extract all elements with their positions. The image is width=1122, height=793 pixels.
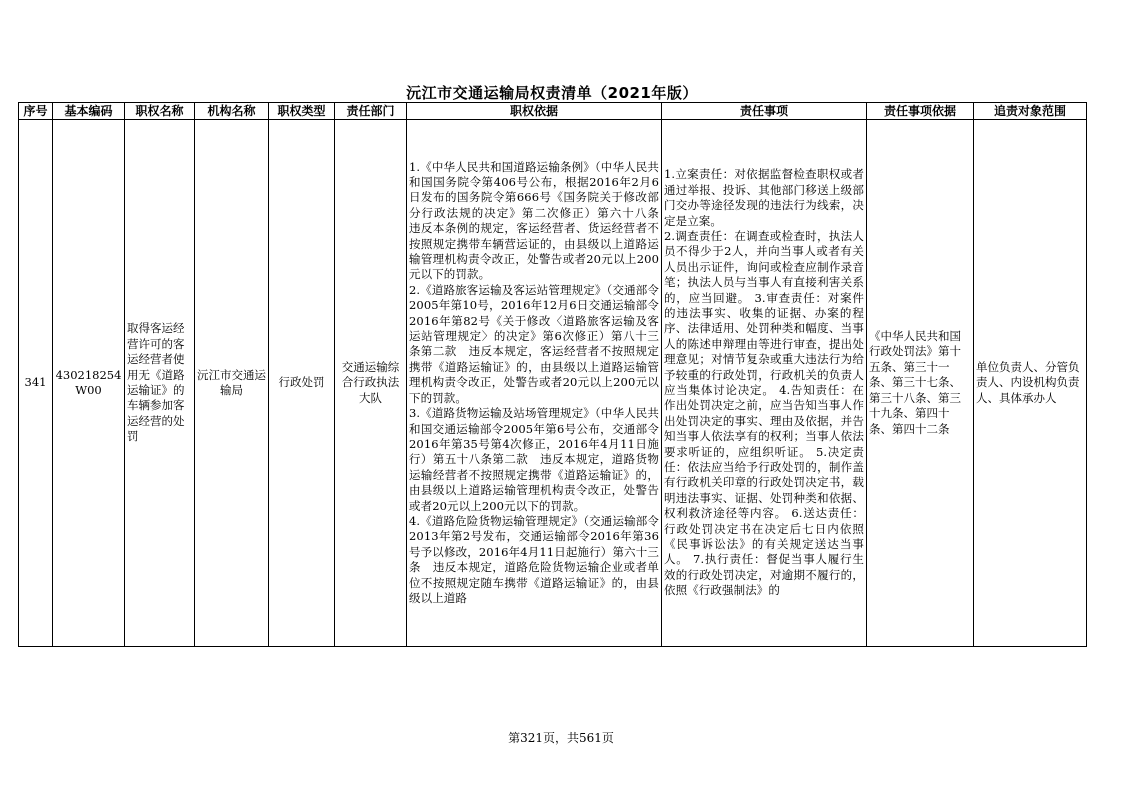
power-table bbox=[18, 102, 1087, 647]
header-org-name: 机构名称 bbox=[195, 103, 269, 120]
cell-power-type: 行政处罚 bbox=[269, 120, 335, 647]
basis-text: 1.《中华人民共和国道路运输条例》（中华人民共和国国务院令第406号公布，根据2016年2月6日发布的国务院令第666号《国务院关于修改部分行政法规的决定》第二次修正）第六十八条 违反本条例的规定，客运经营者、货运经营者不按照规定携带车辆营运证的，由县级以上道路运输管理机构责令改正，处警告或者20元以上200元以下的罚款。 2.《道路旅客运输及客运站管理规定》（交通部令2005年第10号，2016年12月6日交通运输部令2016年第82号《关于修改〈道路旅客运输及客运站管理规定〉的决定》第6次修正）第八十三条第二款 违反本规定，客运经营者不按照规定携带《道路运输证》的，由县级以上道路运输管理机构责令改正，处警告或者20元以上200元以下的罚款。 3.《道路货物运输及站场管理规定》（中华人民共和国交通运输部令2005年第6号公布，交通部令2016年第35号第4次修正，2016年4月11日施行）第五十八条第二款 违反本规定，道路货物运输经营者不按照规定携带《道路运输证》的，由县级以上道路运输管理机构责令改正，处警告或者20元以上200元以下的罚款。 4.《道路危险货物运输管理规定》（交通运输部令2013年第2号发布，交通运输部令2016年第36号予以修改，2016年4月11日起施行）第六十三条 违反本规定，道路危险货物运输企业或者单位不按照规定随车携带《道路运输证》的，由县级以上道路 bbox=[409, 159, 659, 605]
table-row bbox=[19, 120, 1087, 647]
header-accountability: 追责对象范围 bbox=[974, 103, 1087, 120]
header-seq: 序号 bbox=[19, 103, 53, 120]
duties-text: 1.立案责任：对依据监督检查职权或者通过举报、投诉、其他部门移送上级部门交办等途径发现的违法行为线索，决定是立案。 2.调查责任：在调查或检查时，执法人员不得少于2人，并向当事人或者有关人员出示证件，询问或检查应制作录音笔；执法人员与当事人有直接利害关系的，应当回避。 3.审查责任：对案件的违法事实、收集的证据、办案的程序、法律适用、处罚种类和幅度、当事人的陈述申辩理由等进行审查，提出处理意见；对情节复杂或重大违法行为给予较重的行政处罚，行政机关的负责人应当集体讨论决定。 4.告知责任：在作出处罚决定之前，应当告知当事人作出处罚决定的事实、理由及依据，并告知当事人依法享有的权利；当事人依法要求听证的，应组织听证。 5.决定责任：依法应当给予行政处罚的，制作盖有行政机关印章的行政处罚决定书，载明违法事实、证据、处罚种类和依据、权利救济途径等内容。 6.送达责任：行政处罚决定书在决定后七日内依照《民事诉讼法》的有关规定送达当事人。 7.执行责任：督促当事人履行生效的行政处罚决定，对逾期不履行的，依照《行政强制法》的 bbox=[664, 167, 864, 598]
cell-department: 交通运输综合行政执法大队 bbox=[335, 120, 407, 647]
header-basis: 职权依据 bbox=[407, 103, 662, 120]
header-code: 基本编码 bbox=[53, 103, 125, 120]
cell-duty-basis: 《中华人民共和国行政处罚法》第十五条、第三十一条、第三十七条、第三十八条、第三十九条、第四十条、第四十二条 bbox=[867, 120, 974, 647]
cell-org-name: 沅江市交通运输局 bbox=[195, 120, 269, 647]
table-header-row bbox=[19, 103, 1087, 120]
cell-basis bbox=[407, 120, 662, 647]
header-power-name: 职权名称 bbox=[125, 103, 195, 120]
page-footer: 第321页，共561页 bbox=[508, 731, 614, 745]
header-power-type: 职权类型 bbox=[269, 103, 335, 120]
cell-accountability: 单位负责人、分管负责人、内设机构负责人、具体承办人 bbox=[974, 120, 1087, 647]
cell-code: 430218254W00 bbox=[53, 120, 125, 647]
page-title: 沅江市交通运输局权责清单（2021年版） bbox=[406, 84, 698, 102]
header-department: 责任部门 bbox=[335, 103, 407, 120]
cell-duties bbox=[662, 120, 867, 647]
cell-power-name: 取得客运经营许可的客运经营者使用无《道路运输证》的车辆参加客运经营的处罚 bbox=[125, 120, 195, 647]
header-duties: 责任事项 bbox=[662, 103, 867, 120]
cell-seq: 341 bbox=[19, 120, 53, 647]
header-duty-basis: 责任事项依据 bbox=[867, 103, 974, 120]
